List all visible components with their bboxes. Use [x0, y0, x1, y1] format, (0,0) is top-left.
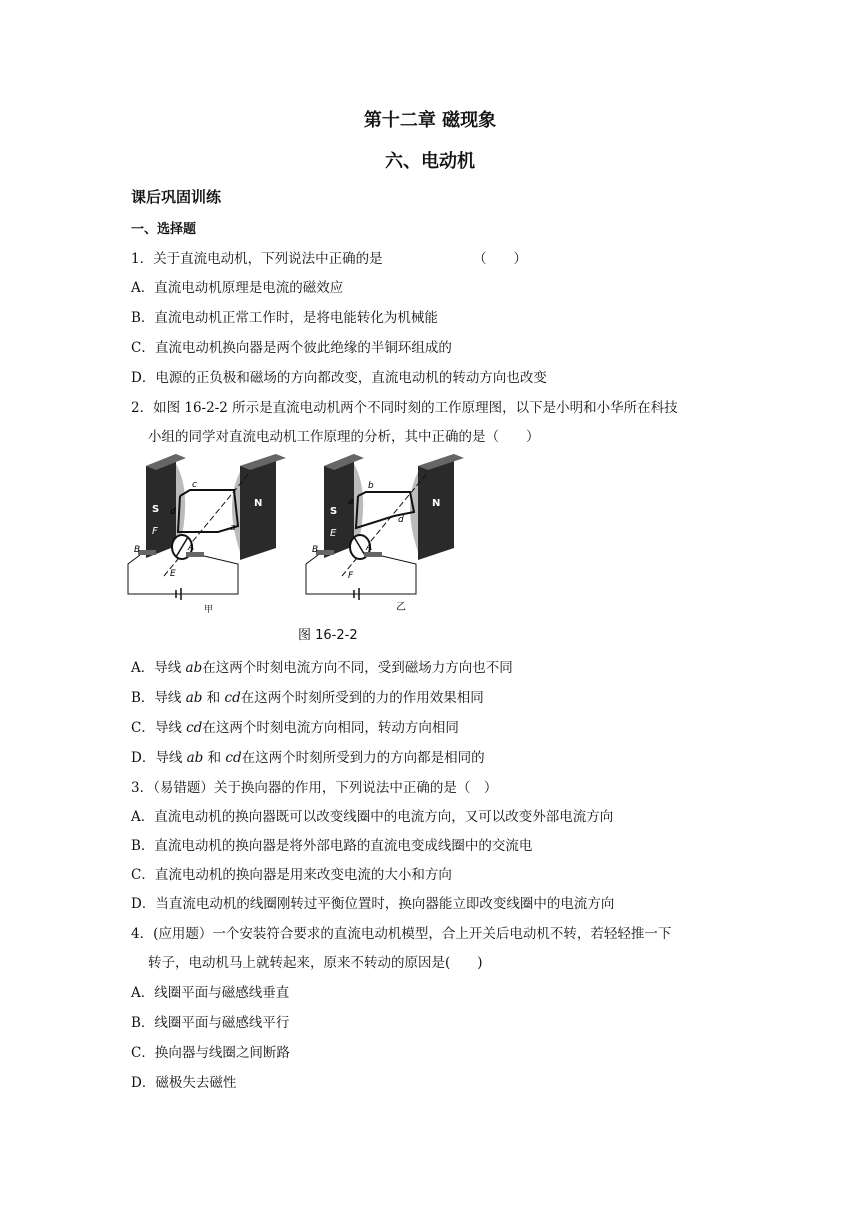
option-b: B．直流电动机的换向器是将外部电路的直流电变成线圈中的交流电 [131, 838, 533, 854]
diagram-letter: B [134, 545, 141, 555]
motor-diagram-left [128, 454, 286, 615]
diagram-letter: A [188, 543, 195, 553]
option-b: B．直流电动机正常工作时，是将电能转化为机械能 [131, 310, 438, 326]
option-a: A．直流电动机原理是电流的磁效应 [131, 280, 344, 296]
figure-caption: 图 16-2-2 [298, 628, 358, 643]
diagram-letter: N [432, 498, 441, 509]
option-prefix: B．导线 [131, 690, 186, 706]
part-label: 一、选择题 [131, 222, 197, 237]
option-prefix: D．导线 [131, 750, 187, 766]
motor-diagram [128, 452, 441, 615]
option-a: A．线圈平面与磁感线垂直 [131, 985, 290, 1001]
option-b: B．线圈平面与磁感线平行 [131, 1015, 290, 1031]
option-a: A．直流电动机的换向器既可以改变线圈中的电流方向，又可以改变外部电流方向 [131, 809, 614, 825]
diagram-letter: N [254, 498, 263, 509]
option-variable: cd [225, 750, 242, 766]
option-c [131, 716, 459, 736]
section-title: 六、电动机 [385, 151, 475, 172]
option-text: 在这两个时刻电流方向相同，转动方向相同 [202, 720, 459, 736]
option-variable: ab [185, 690, 203, 706]
diagram-letter: S [152, 504, 160, 515]
diagram-label-right: 乙 [396, 602, 406, 613]
diagram-letter: E [330, 528, 337, 539]
diagram-letter: F [348, 571, 354, 581]
diagram-letter: a [230, 523, 236, 533]
question-2-stem-line-1: 2．如图 16-2-2 所示是直流电动机两个不同时刻的工作原理图，以下是小明和小华所在科技 [131, 400, 678, 416]
option-d: D．电源的正负极和磁场的方向都改变，直流电动机的转动方向也改变 [131, 370, 547, 386]
diagram-label-left: 甲 [204, 605, 214, 615]
question-3-stem: 3．（易错题）关于换向器的作用，下列说法中正确的是（ ） [131, 780, 498, 796]
option-b [131, 686, 484, 706]
option-prefix: C．导线 [131, 720, 187, 736]
option-d: D．当直流电动机的线圈刚转过平衡位置时，换向器能立即改变线圈中的电流方向 [131, 896, 615, 912]
diagram-letter: S [330, 506, 338, 517]
answer-bracket: （ ） [473, 251, 527, 267]
question-4-stem-line-1: 4．(应用题）一个安装符合要求的直流电动机模型，合上开关后电动机不转，若轻轻推一下 [131, 926, 672, 942]
diagram-letter: B [312, 545, 319, 555]
option-connector: 和 [202, 690, 225, 706]
diagram-letter: d [398, 515, 404, 525]
option-a [131, 656, 513, 676]
question-2-stem-line-2: 小组的同学对直流电动机工作原理的分析，其中正确的是（ ） [148, 429, 540, 445]
option-c: C．换向器与线圈之间断路 [131, 1045, 290, 1061]
diagram-letter: F [152, 526, 158, 537]
chapter-title: 第十二章 磁现象 [363, 110, 497, 131]
option-c: C．直流电动机换向器是两个彼此绝缘的半铜环组成的 [131, 340, 452, 356]
diagram-letter: A [366, 543, 373, 553]
option-variable: ab [185, 660, 203, 676]
question-4-stem-line-2: 转子，电动机马上就转起来，原来不转动的原因是( ) [148, 955, 483, 971]
option-c: C．直流电动机的换向器是用来改变电流的大小和方向 [131, 867, 452, 883]
option-connector: 和 [203, 750, 226, 766]
option-text: 在这两个时刻所受到力的方向都是相同的 [241, 750, 485, 766]
option-variable: cd [186, 720, 203, 736]
option-variable: ab [186, 750, 204, 766]
diagram-letter: c [192, 480, 197, 490]
option-text: 在这两个时刻所受到的力的作用效果相同 [240, 690, 484, 706]
option-d: D．磁极失去磁性 [131, 1075, 237, 1091]
question-1-stem [131, 247, 383, 267]
subheading: 课后巩固训练 [131, 188, 222, 206]
diagram-letter: a [348, 497, 354, 507]
question-stem-text: 1．关于直流电动机，下列说法中正确的是 [131, 251, 383, 267]
option-variable: cd [224, 690, 241, 706]
motor-diagram-right [306, 454, 464, 613]
option-prefix: A．导线 [131, 660, 186, 676]
option-text: 在这两个时刻电流方向不同，受到磁场力方向也不同 [202, 660, 513, 676]
diagram-letter: b [368, 481, 374, 491]
option-d [131, 746, 485, 766]
diagram-letter: E [170, 569, 176, 579]
diagram-letter: d [170, 507, 176, 517]
